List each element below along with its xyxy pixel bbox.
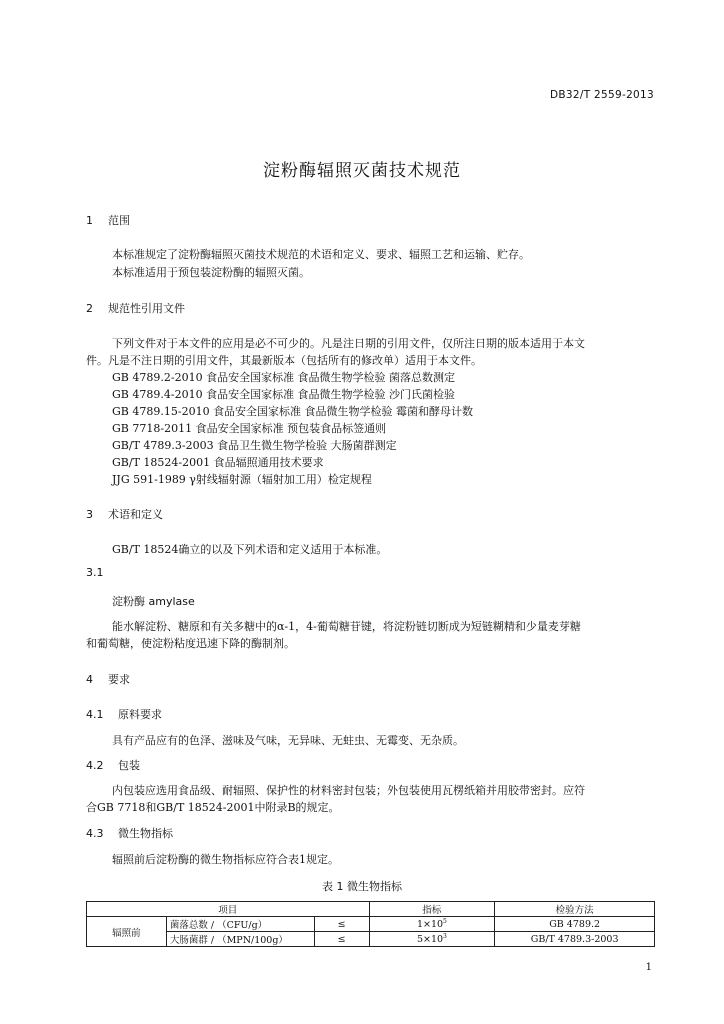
row-item: 大肠菌群 / （MPN/100g）	[166, 932, 314, 947]
subsection-number: 4.1	[86, 708, 104, 721]
subsection-3-1-number: 3.1	[86, 566, 104, 579]
reference-item: GB 4789.4-2010 食品安全国家标准 食品微生物学检验 沙门氏菌检验	[112, 388, 456, 401]
subsection-number: 4.3	[86, 827, 104, 840]
section-number: 1	[86, 214, 93, 227]
header-index: 指标	[369, 902, 495, 917]
microbial-index-table	[86, 901, 655, 947]
subsection-title: 包装	[118, 759, 140, 772]
row-index	[369, 917, 495, 932]
subsection-4-2-heading	[86, 757, 140, 773]
row-item: 菌落总数 / （CFU/g）	[166, 917, 314, 932]
reference-item: GB/T 4789.3-2003 食品卫生微生物学检验 大肠菌群测定	[112, 439, 397, 452]
index-base: 5×10	[416, 934, 444, 946]
subsection-number: 4.2	[86, 759, 104, 772]
section-4-heading	[86, 671, 130, 687]
term-definition-line-2: 和葡萄糖，使淀粉粘度迅速下降的酶制剂。	[86, 637, 295, 650]
reference-item: JJG 591-1989 γ射线辐射源（辐射加工用）检定规程	[112, 473, 372, 486]
section-title: 术语和定义	[108, 508, 163, 521]
index-exponent: 5	[443, 917, 447, 925]
term-entry: 淀粉酶 amylase	[112, 595, 195, 608]
section-title: 要求	[108, 673, 130, 686]
raw-material-requirement: 具有产品应有的色泽、滋味及气味，无异味、无蛀虫、无霉变、无杂质。	[112, 734, 464, 747]
reference-item: GB 4789.2-2010 食品安全国家标准 食品微生物学检验 菌落总数测定	[112, 371, 456, 384]
subsection-title: 原料要求	[118, 708, 162, 721]
section-number: 3	[86, 508, 93, 521]
section-number: 2	[86, 302, 93, 315]
row-operator: ≤	[314, 917, 369, 932]
reference-item: GB 7718-2011 食品安全国家标准 预包装食品标签通则	[112, 422, 387, 435]
table-caption: 表 1 微生物指标	[322, 880, 402, 893]
row-method: GB/T 4789.3-2003	[495, 932, 655, 947]
table-header-row	[87, 902, 655, 917]
microbial-index-text: 辐照前后淀粉酶的微生物指标应符合表1规定。	[112, 853, 339, 866]
row-method: GB 4789.2	[495, 917, 655, 932]
scope-line-2: 本标准适用于预包装淀粉酶的辐照灭菌。	[112, 266, 310, 279]
document-title: 淀粉酶辐照灭菌技术规范	[263, 161, 461, 181]
normative-para-line-1: 下列文件对于本文件的应用是必不可少的。凡是注日期的引用文件，仅所注日期的版本适用于本文	[112, 337, 585, 350]
packaging-line-2: 合GB 7718和GB/T 18524-2001中附录B的规定。	[86, 801, 340, 814]
reference-item: GB 4789.15-2010 食品安全国家标准 食品微生物学检验 霉菌和酵母计数	[112, 405, 474, 418]
section-title: 规范性引用文件	[108, 302, 185, 315]
table-row	[87, 932, 655, 947]
subsection-4-3-heading	[86, 825, 173, 841]
terms-intro: GB/T 18524确立的以及下列术语和定义适用于本标准。	[112, 543, 388, 556]
scope-line-1: 本标准规定了淀粉酶辐照灭菌技术规范的术语和定义、要求、辐照工艺和运输、贮存。	[112, 248, 530, 261]
header-item: 项目	[87, 902, 370, 917]
reference-item: GB/T 18524-2001 食品辐照通用技术要求	[112, 456, 324, 469]
subsection-title: 微生物指标	[118, 827, 173, 840]
subsection-4-1-heading	[86, 706, 162, 722]
section-2-heading	[86, 300, 185, 316]
section-number: 4	[86, 673, 93, 686]
section-1-heading	[86, 212, 130, 228]
table-row	[87, 917, 655, 932]
row-operator: ≤	[314, 932, 369, 947]
term-definition-line-1: 能水解淀粉、糖原和有关多糖中的α-1，4-葡萄糖苷键，将淀粉链切断成为短链糊精和少量麦芽糖	[112, 620, 581, 633]
row-index	[369, 932, 495, 947]
page-number: 1	[645, 962, 652, 973]
group-label: 辐照前	[87, 917, 167, 947]
section-title: 范围	[108, 214, 130, 227]
standard-code: DB32/T 2559-2013	[550, 89, 654, 101]
section-3-heading	[86, 506, 163, 522]
header-method: 检验方法	[495, 902, 655, 917]
index-exponent: 3	[443, 932, 447, 940]
index-base: 1×10	[416, 919, 444, 931]
packaging-line-1: 内包装应选用食品级、耐辐照、保护性的材料密封包装；外包装使用瓦楞纸箱并用胶带密封。应符	[112, 784, 585, 797]
normative-para-line-2: 件。凡是不注日期的引用文件，其最新版本（包括所有的修改单）适用于本文件。	[86, 354, 482, 367]
